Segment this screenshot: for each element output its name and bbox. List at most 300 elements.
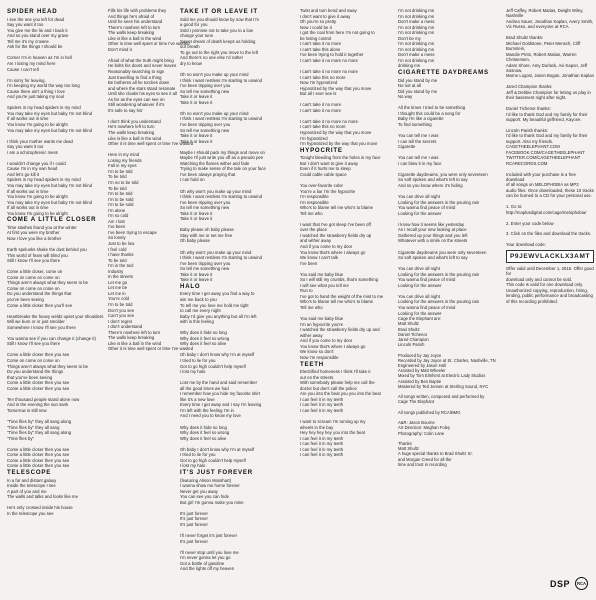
- lyric-line: I've been always praying that: [180, 171, 236, 177]
- lyric-section: [7, 469, 97, 516]
- lyric-line: So tell me something new: [180, 266, 230, 272]
- lyric-line: Mastered by Ted Jensen at Sterling Sound, NYC: [398, 383, 489, 389]
- lyric-line: I can't take it no more: [300, 41, 342, 47]
- lyric-line: I've been tripping over you: [180, 260, 231, 266]
- lyric-line: I can hold on: [180, 177, 205, 183]
- lyric-line: Every time I get away and I say I'm leaving: [180, 402, 262, 408]
- lyric-line: Cage The Elephant: [398, 399, 435, 405]
- lyric-line: I watched the strawberry fields dry up: [300, 232, 372, 238]
- lyric-line: So soft spoken and what's left to say: [398, 255, 468, 261]
- lyric-line: Oh you're so pretty: [300, 19, 337, 25]
- lyric-line: "Time flies by" they all sang along: [7, 430, 72, 436]
- lyric-line: I'm hypnotized: [300, 135, 328, 141]
- lyric-line: Lincoln Parish thanks:: [506, 127, 549, 133]
- lyric-line: And things he's afraid of: [108, 13, 155, 19]
- lyric-line: Assisted by Ben Baptie: [398, 378, 442, 384]
- lyric-line: Spiders in my head spiders in my mind: [7, 177, 81, 183]
- lyric-line: Will we burn or or just smolder: [7, 319, 65, 325]
- lyric-line: Marne Lugosi, Jason Bogan, Jonathan Kaplan: [506, 73, 595, 79]
- lyric-line: Fall in my eyes: [108, 163, 137, 169]
- song-title: SPIDER HEAD: [7, 8, 58, 15]
- lyric-line: I'm to be told: [108, 168, 133, 174]
- lyric-line: Watching the flames wither and fade: [180, 160, 250, 166]
- lyric-line: I'm not drinking ms: [398, 46, 434, 52]
- lyric-line: Come on come on come on: [7, 274, 60, 280]
- lyric-line: You may take my eyes but baby I'm not blind: [7, 110, 92, 116]
- lyric-line: I'm alone: [108, 207, 126, 213]
- lyric-line: I'm in the tool: [108, 263, 134, 269]
- lyric-line: I can blow it in my face: [398, 160, 442, 166]
- lyric-line: Hey hey hey hey you into the beat: [300, 430, 365, 436]
- lyric-line: Say you want it too: [7, 22, 44, 28]
- lyric-line: Twist and turn bend and sway: [300, 8, 357, 13]
- lyric-line: Why does it feel so alive: [180, 435, 227, 441]
- lyric-line: There's nowhere left to turn: [108, 329, 161, 335]
- lyric-line: You know that's where I always go: [300, 249, 366, 255]
- lyrics-column-3: [180, 8, 298, 594]
- lyric-line: time and trust in recording: [398, 461, 447, 467]
- lyric-line: Take it or leave it: [180, 210, 213, 216]
- lyric-section: [300, 8, 384, 147]
- lyric-line: Sweet dream of death keeps us holding: [180, 38, 256, 44]
- lyric-line: "Time flies by": [7, 435, 35, 441]
- lyric-line: You said me baby blue: [300, 316, 344, 322]
- lyric-line: And if you come to my door: [300, 338, 353, 344]
- lyric-line: Who's to blame tell me who's to blame: [300, 299, 374, 305]
- lyric-line: I've been tripping over you: [180, 83, 231, 89]
- lyric-section: [180, 469, 298, 572]
- lyric-line: Even if it hurts me to sleep: [300, 166, 351, 172]
- lyric-section: [180, 283, 298, 469]
- lyric-line: You can drive all night: [398, 194, 440, 200]
- lyric-line: It's just forever: [180, 538, 208, 544]
- lyric-line: Included with your purchase is a free download: [506, 171, 577, 182]
- lyric-line: Baby I'd give you anything but all I'm left: [180, 313, 257, 319]
- lyric-line: Baby please oh baby please: [180, 227, 234, 233]
- lyric-line: You can see you can hide: [180, 494, 230, 500]
- lyric-line: Take it or leave it: [180, 138, 213, 144]
- lyric-line: Don't you see: [108, 307, 135, 313]
- lyric-line: Just travelling to find a thing: [108, 74, 162, 80]
- lyric-line: I'm not drinking ms: [398, 57, 434, 63]
- lyric-line: I'm to be sold: [108, 202, 134, 208]
- lyric-line: of this recording prohibited.: [506, 298, 558, 304]
- lyric-line: But I don't want to give it away: [300, 160, 359, 166]
- lyric-line: Come a little closer then you'll see: [7, 302, 73, 308]
- lyric-line: You wanna find peace of mind: [398, 305, 456, 311]
- lyric-line: Engineered by Jason Hall: [398, 362, 446, 368]
- lyric-line: You know that's where I always go: [300, 343, 366, 349]
- lyric-line: Come a little closer then you see: [7, 446, 70, 452]
- lyric-line: Come on come on come on: [7, 285, 60, 291]
- lyric-line: I can't take this no more: [300, 74, 346, 80]
- lyric-line: Take it or leave it: [180, 277, 213, 283]
- lyric-line: I watched the strawberry fields dry up and: [300, 327, 380, 333]
- lyric-line: Just to be low: [108, 240, 135, 246]
- lyric-line: Looking for the answers in the pouring rain: [398, 199, 480, 205]
- lyric-line: 2. Enter your code below: [506, 220, 554, 226]
- lyric-line: To go out to the right you move to the left: [180, 49, 259, 55]
- lyric-line: I've got to hand the weight of the mist to me: [300, 293, 384, 299]
- lyric-line: I'm responsible: [300, 199, 329, 205]
- lyric-line: Jeff & Debbie Champion for letting us play in: [506, 89, 591, 95]
- lyric-line: Trying to make sense of the tale on your face: [180, 166, 266, 172]
- lyric-line: You can tell me I was: [398, 133, 439, 139]
- lyric-line: Mixed by Tom Elmhirst at Electric Lady Studios: [398, 373, 486, 379]
- song-title: CIGARETTE DAYDREAMS: [398, 69, 489, 77]
- lyric-line: Do you understand the things: [7, 369, 64, 375]
- lyric-line: As far as the eyes can see on: [108, 96, 165, 102]
- lyric-line: Take it or leave it: [180, 216, 213, 222]
- lyric-line: and where the stars stand resonate: [108, 85, 176, 91]
- lyric-line: Now I'm responsible: [300, 354, 339, 360]
- lyric-line: So tell me something new: [180, 205, 230, 211]
- lyric-line: with is this feeling: [180, 319, 214, 325]
- lyric-line: Why does it feel so wrong: [180, 430, 230, 436]
- lyric-line: I have thanks: [108, 252, 134, 258]
- lyric-line: A huge special thanks to Brad Shultz Sr.: [398, 451, 473, 457]
- lyric-line: I'm hypnotized by the way that you move: [300, 141, 378, 147]
- lyric-line: To find something: [398, 121, 432, 127]
- lyric-line: I feel cold: [108, 246, 127, 252]
- lyric-line: So I will still my crumbs, that's something: [300, 277, 379, 283]
- lyric-line: Did you stand by me: [398, 88, 438, 94]
- lyric-line: I'm to be told: [108, 191, 133, 197]
- lyric-line: Michael Goldstone, Peter Mensch, Cliff Burnstein,: [506, 40, 581, 52]
- lyric-line: Tell me who: [300, 305, 323, 311]
- lyric-line: It's just forever: [180, 521, 208, 527]
- lyric-line: Afraid of what the truth might bring: [108, 57, 174, 63]
- lyric-line: Cigarette daydreams you were only seventeen: [398, 249, 487, 255]
- lyric-line: over the place: [300, 227, 328, 233]
- lyric-line: Jared Champion thanks:: [506, 84, 553, 90]
- lyric-line: If all works out in time: [7, 116, 49, 122]
- lyric-line: He's only crossed inside his house: [7, 505, 73, 511]
- lyric-line: So lonely: [108, 235, 126, 241]
- lyric-line: I'd like to thank God and my family for their: [506, 111, 588, 117]
- lyric-line: I can feel it in my teeth: [300, 452, 344, 458]
- lyric-line: I've been: [108, 224, 126, 230]
- lyric-line: and Morgan Creed for all the: [398, 456, 452, 462]
- lyric-line: Don't make a mess: [398, 52, 435, 58]
- lyric-line: Earth spelunks shake the dust behind you: [7, 247, 87, 253]
- lyric-line: Vic Russo, and everyone at RCA: [506, 24, 569, 30]
- lyric-line: Assisted by Matt Wheeler: [398, 368, 446, 374]
- lyric-line: And in the evening the sun sank: [7, 402, 69, 408]
- lyric-line: Adam Shore, Amy Durlack, Avi Kapon, Jeff Sosnow,: [506, 62, 588, 73]
- lyric-line: I tried to lie for you: [180, 358, 216, 363]
- lyric-line: Lost me by the hand and said remember: [180, 380, 258, 386]
- lyric-line: To be told: [108, 257, 127, 263]
- lyric-line: Oh why won't you make up your mind: [180, 249, 252, 255]
- lyric-line: And if you come to my door: [300, 244, 353, 250]
- lyric-line: 3. Click on the files and download the tracks.: [506, 231, 592, 237]
- lyric-line: I think I want restless I'm starting to unwind: [180, 77, 262, 83]
- lyric-line: Produced by Jay Joyce: [398, 352, 442, 358]
- lyric-line: lending, public performance and broadcasting: [506, 293, 593, 299]
- lyric-line: I lost my halo: [180, 463, 206, 469]
- lyric-line: Brad Shultz thanks:: [506, 35, 544, 41]
- lyric-line: Why does it feel so alive: [180, 341, 227, 347]
- lyric-line: There's nowhere left to turn: [108, 24, 161, 30]
- lyric-line: Tomorrow is still new: [7, 407, 47, 413]
- lyric-line: Looking for the answers in the pouring rain: [398, 299, 480, 305]
- lyric-line: Things aren't always what they seem to be: [7, 363, 89, 369]
- lyric-line: Andrea Sauer, Jonathan Kaplan, Avery Smith,: [506, 18, 594, 24]
- lyric-line: Let me in: [108, 290, 126, 296]
- lyric-line: I'll never forget it's just forever: [180, 533, 238, 538]
- lyric-line: Spiders in my head spiders in my mind: [7, 105, 81, 111]
- lyric-line: I can't take it no more: [300, 102, 342, 108]
- lyric-line: of all songs on MELOPHOBIA as MP3: [506, 182, 579, 188]
- lyric-line: wheels in the bay: [300, 424, 334, 430]
- lyric-line: Say you want it too: [7, 144, 44, 150]
- lyric-line: It's just forever: [180, 516, 208, 522]
- lyric-line: Industry: [108, 268, 124, 274]
- lyric-section: [506, 248, 594, 304]
- lyric-line: I'm to be told: [108, 301, 133, 307]
- lyric-section: [506, 144, 594, 248]
- lyric-line: Mandie Pinto, Robert Matias, Warren Christensen,: [506, 51, 577, 63]
- lyric-line: If all works out in time: [7, 205, 49, 211]
- lyric-line: I tried to lie for you: [180, 452, 216, 458]
- lyric-line: Come a little closer then you see: [7, 452, 70, 458]
- lyric-line: I'm to be sold: [108, 196, 134, 202]
- lyric-line: Can't you see: [108, 313, 135, 319]
- dsp-logo: DSP: [549, 578, 570, 589]
- lyric-line: Ask for the things I should be: [7, 44, 63, 50]
- lyric-line: Oh no won't you make up your mind: [180, 110, 249, 116]
- lyric-line: You know I'm going to be alright: [7, 194, 68, 200]
- lyric-line: 1. Go to:: [506, 204, 523, 210]
- lyric-line: Looking for the answer: [398, 282, 442, 288]
- lyric-line: Take it or leave it: [180, 94, 213, 100]
- lyric-line: Oh no won't you make up your mind: [180, 72, 249, 78]
- lyric-line: And so you stand over my grave: [7, 33, 69, 39]
- lyric-line: I'm keeping my world the way too long: [7, 83, 80, 89]
- lyric-line: I wanna show me home forever: [180, 483, 240, 489]
- lyrics-column-5: [398, 8, 498, 594]
- lyric-line: If all works out in time: [7, 188, 49, 194]
- lyric-line: I know how it seems like yesterday: [398, 221, 465, 227]
- lyric-line: Tell me it's my crowne: [7, 38, 49, 44]
- lyric-line: I can feel it in my teeth: [300, 435, 344, 441]
- lyric-line: http://rcaplusdigital.com/cage/melophobia/: [506, 209, 587, 215]
- lyric-line: I can feel it in my teeth: [300, 446, 344, 452]
- lyric-line: our breath: [180, 44, 200, 50]
- lyric-line: like it's a new love: [180, 396, 215, 402]
- lyric-line: CAGETHEELEPHANT.COM: [506, 144, 560, 150]
- lyric-line: Here in my mind: [108, 152, 140, 158]
- lyric-line: Maybe I'll just write you off as a pseudo pen: [180, 155, 264, 161]
- lyric-line: Gathered up your things and you left: [398, 232, 468, 238]
- lyric-line: This code is valid for one download only.: [506, 282, 584, 288]
- lyric-line: Sold me you should know by now that I'm: [180, 16, 259, 22]
- lyric-line: you've been seeing: [7, 296, 44, 302]
- lyric-line: All the times I tried to be something: [398, 105, 466, 111]
- lyric-line: I can feel it in my teeth: [300, 407, 344, 413]
- lyric-line: I can't take it no more no more: [300, 118, 358, 124]
- lyric-line: Daniel Tichenor: [398, 331, 428, 337]
- lyric-line: dry to know: [180, 60, 202, 66]
- lyric-line: Let me go: [108, 279, 128, 285]
- credits-column: [506, 8, 594, 594]
- lyric-line: He's nowhere left to turn: [108, 124, 155, 130]
- lyric-line: Every time I get away you find a way to: [180, 291, 255, 297]
- lyric-line: I think I want restless I'm starting to unwind: [180, 194, 262, 200]
- lyric-line: A&R: Jason Bourne: [398, 420, 435, 426]
- lyric-line: a good for you: [180, 22, 208, 28]
- rca-logo: RCA: [575, 577, 588, 590]
- song-title: HYPOCRITE: [300, 146, 343, 154]
- lyric-line: I don't understand: [108, 324, 143, 330]
- lyric-section: [398, 316, 498, 467]
- lyric-line: So soft spoken and what's left to say: [398, 177, 468, 183]
- lyric-line: Come a little closer, come on: [7, 269, 63, 275]
- lyric-line: I think I want restless I'm starting to unwind: [180, 255, 262, 261]
- lyric-line: I've been tripping over you: [180, 121, 231, 127]
- lyric-line: You may take my eyes but baby I'm not blind: [7, 183, 92, 188]
- lyric-section: [180, 8, 298, 283]
- lyric-line: Come on come on come on: [7, 358, 60, 363]
- song-title: HALO: [180, 282, 201, 290]
- lyric-line: Who's to blame tell me who's to blame: [300, 205, 374, 211]
- lyric-line: Like is like a ball in the wind: [108, 35, 162, 41]
- lyric-line: Other it is time well spent or time I've wasted: [108, 346, 194, 352]
- lyric-line: Corner I'm in heaven as I'm in hell: [7, 55, 72, 61]
- lyric-line: I can feel it in my teeth: [300, 402, 344, 408]
- lyric-line: It's just forever: [180, 510, 208, 516]
- lyric-line: Looking for the answer: [398, 210, 442, 216]
- lyric-line: I want to scream I'm turning up my: [300, 419, 366, 425]
- lyric-line: Matt Shultz: [398, 321, 420, 327]
- lyric-line: Run to: [300, 288, 313, 294]
- lyric-line: Stay with me or set me free: [180, 232, 233, 238]
- lyric-line: Hypnotized by the way that you move: [300, 85, 372, 91]
- lyric-line: Like is like a ball in the wind: [108, 135, 162, 141]
- lyric-line: I can't take this alone: [300, 46, 341, 52]
- lyric-line: Cigarette daydreams, you were only seventeen: [398, 171, 488, 177]
- lyric-line: Cigarette: [398, 144, 416, 150]
- lyric-line: I'm not drinking ms: [398, 8, 434, 13]
- lyric-line: Am I lost: [108, 218, 125, 224]
- lyric-line: Fills his life with problems they: [108, 8, 167, 13]
- lyric-line: I can tell the secrets: [398, 138, 437, 144]
- lyric-line: You're a liar I'm the hypocrite: [300, 188, 356, 194]
- lyric-line: Come a little closer then you see: [7, 385, 70, 391]
- lyric-line: To be told: [108, 174, 127, 180]
- song-title: TAKE IT OR LEAVE IT: [180, 8, 258, 15]
- lyric-line: We know I can't talk: [300, 255, 339, 261]
- lyric-line: download only and cannot be sold.: [506, 276, 573, 282]
- lyric-line: But all I ever see is: [300, 91, 337, 97]
- lyric-line: Got to go high couldn't help myself: [180, 457, 246, 463]
- lyric-line: Sold I promise not to take you to a low: [180, 27, 253, 33]
- lyric-line: And I need you to know my love: [180, 413, 241, 419]
- lyric-line: Looking for the answers in the pouring rain: [398, 271, 480, 277]
- lyric-line: all the good times we had: [180, 385, 229, 391]
- lyric-line: He bolts his doors and never leaves: [108, 63, 177, 69]
- lyric-line: The walls and talks and looks like me: [7, 494, 78, 500]
- lyric-line: Come a little closer then you see: [7, 457, 70, 463]
- lyric-line: I don't think you understand: [108, 118, 161, 124]
- lyric-line: You may take my eyes but baby I'm not blind: [7, 127, 92, 133]
- lyric-line: drinking ms: [398, 63, 420, 69]
- lyric-line: Take it or leave it: [180, 99, 213, 105]
- lyric-line: Matt Shultz: [398, 446, 420, 452]
- lyric-line: Cause I'm in my own head: [7, 166, 58, 172]
- lyric-line: Hypnotized by the way that you move: [300, 130, 372, 136]
- lyric-line: I wouldn't change you if I could: [7, 160, 66, 166]
- lyric-line: I want that I've got sleep I've been off: [300, 221, 371, 227]
- lyric-line: out on the streets: [300, 374, 334, 380]
- lyric-line: I'm responsible: [300, 194, 329, 200]
- lyric-line: I'm not drinking ms: [398, 41, 434, 47]
- lyric-line: doctor but don't call the police: [300, 385, 357, 391]
- lyric-line: All songs published by RCA/BMG: [398, 409, 461, 415]
- lyric-line: (featuring Alison Mosshart): [180, 477, 232, 483]
- lyric-line: Oh baby please: [180, 238, 211, 244]
- lyric-line: I can't take it no more no more: [300, 69, 358, 75]
- lyric-line: Electrified homeness I think I'll take it: [300, 369, 371, 375]
- lyric-line: I thought this could be a song for: [398, 110, 461, 116]
- lyric-line: Got a bottle of gasoline: [180, 560, 225, 566]
- lyric-line: Cage the Elephant are:: [398, 316, 442, 322]
- lyric-line: You can drive all night: [398, 293, 440, 299]
- lyric-line: be losing control: [300, 35, 332, 41]
- lyric-line: Thanks: [398, 440, 412, 446]
- lyric-line: Brad Shultz: [398, 326, 420, 332]
- lyric-line: So tell me something new: [180, 88, 230, 94]
- lyric-line: I will see what you tell me: [300, 282, 349, 288]
- lyric-line: The walls keep breaking: [108, 30, 155, 36]
- song-title: IT'S JUST FOREVER: [180, 468, 253, 476]
- lyric-line: I've been: [300, 260, 318, 266]
- lyric-line: I've been tripping over you: [180, 199, 231, 205]
- lyric-line: No not at all: [398, 83, 421, 89]
- lyric-line: And you're just taking my soul: [7, 94, 64, 100]
- lyric-line: I see the one you left for dead: [7, 16, 64, 22]
- lyric-line: Take it or leave it: [180, 271, 213, 277]
- lyric-line: Got to go high couldn't help myself: [180, 363, 246, 369]
- lyric-line: Now I love you like a brother: [7, 235, 62, 241]
- lyric-line: I'm sorry for leaving,: [7, 77, 46, 83]
- lyric-line: RCARECORDS.COM: [506, 160, 548, 166]
- lyric-line: I got the coal from here I'm not going to: [300, 30, 375, 36]
- lyric-line: I've been trying to escape: [108, 229, 157, 235]
- lyric-line: I don't regret: [108, 318, 133, 324]
- lyric-line: Time slashes found you at the winter: [7, 224, 77, 230]
- lyric-line: Oh baby I don't know why I'm at myself: [180, 446, 255, 452]
- lyric-line: FACEBOOK.COM/CAGETHEELEPHANT: [506, 149, 585, 155]
- lyric-section: [398, 69, 498, 316]
- lyric-line: The walls keep breaking: [108, 130, 155, 136]
- lyric-line: You over-favorite color: [300, 183, 343, 188]
- lyric-line: Don't mind it: [108, 46, 132, 52]
- lyric-line: A part of you and me: [7, 488, 47, 494]
- lyric-line: Jared Champion: [398, 336, 429, 342]
- lyric-line: I am a schizophrenic mess: [7, 149, 58, 155]
- lyric-line: Come a little closer then you see: [7, 463, 70, 469]
- lyric-line: It's safe to say his': [108, 107, 143, 113]
- lyric-line: You wanna find peace of mind: [398, 205, 456, 211]
- lyric-line: can be burned to a CD for your personal use.: [506, 193, 592, 199]
- lyric-line: Somewhere I know I'll see you there: [7, 324, 76, 330]
- lyric-line: All songs written, composed and performed by: [398, 394, 485, 400]
- lyric-line: Reasonably searching to sign: [108, 69, 165, 75]
- lyric-line: and wither away: [300, 238, 332, 244]
- lyric-line: Cause I can't tell: [7, 66, 39, 72]
